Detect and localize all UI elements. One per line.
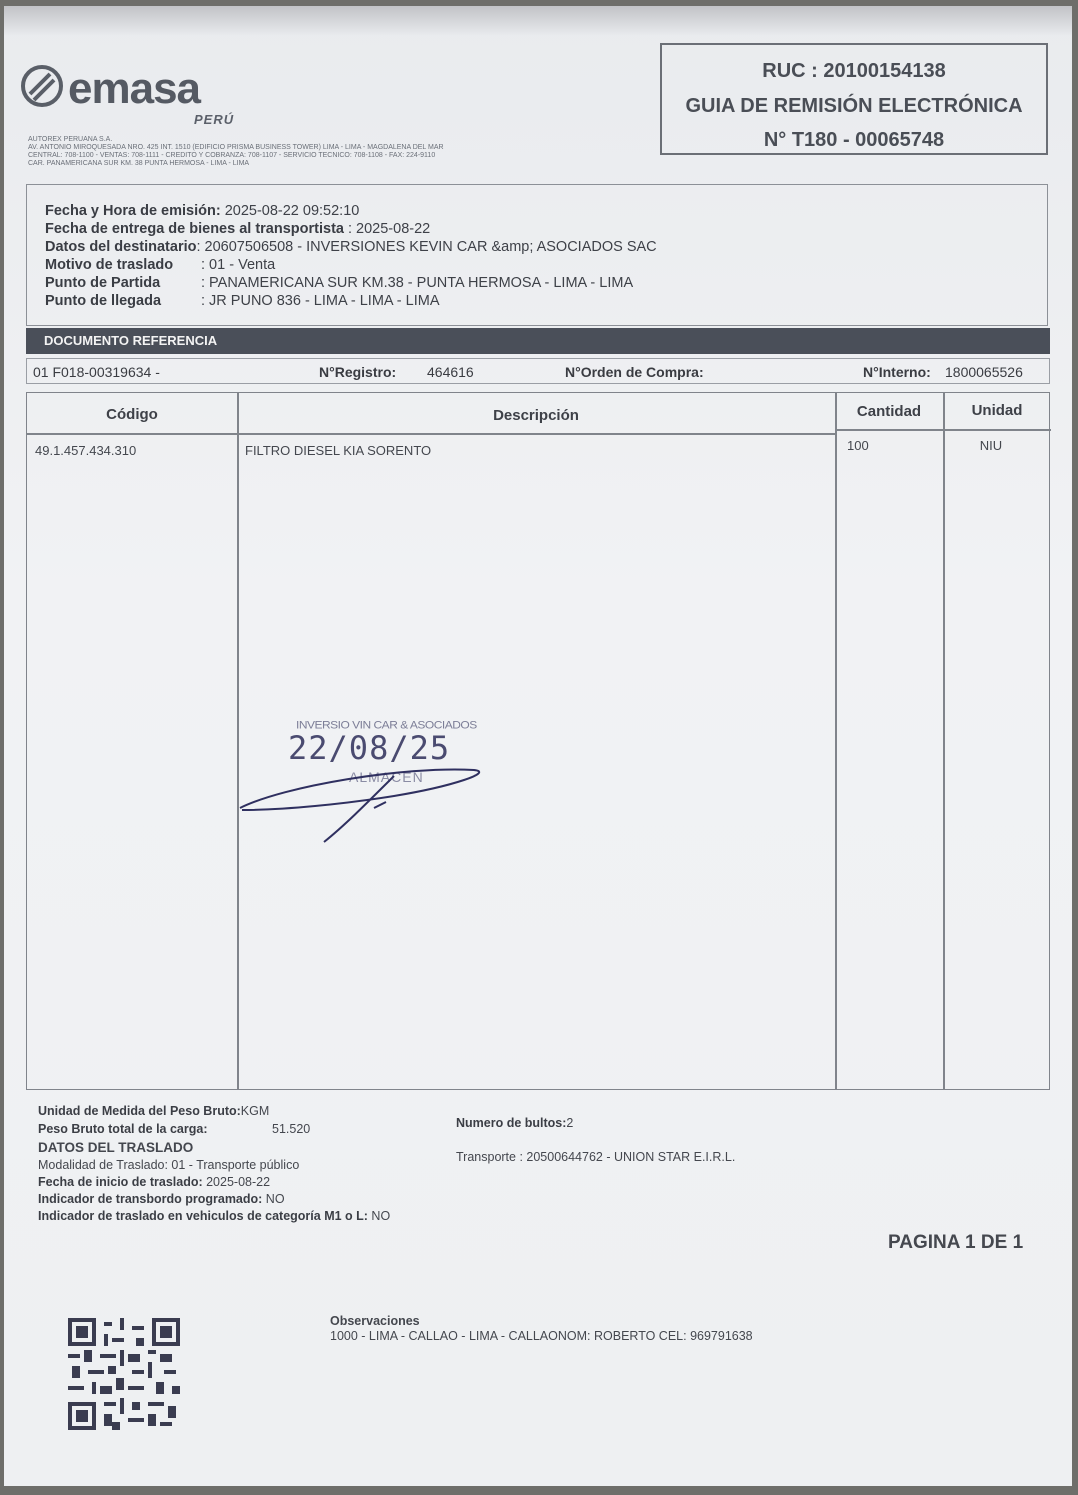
observaciones-text: 1000 - LIMA - CALLAO - LIMA - CALLAONOM: ROBERTO CEL: 969791638: [330, 1329, 753, 1343]
observaciones-title: Observaciones: [330, 1314, 420, 1328]
header-unidad: Unidad: [971, 402, 1023, 419]
stamp-date: 22/08/25: [288, 729, 451, 767]
destinatario-row: Datos del destinatario: 20607506508 - INVERSIONES KEVIN CAR &amp; ASOCIADOS SAC: [45, 239, 657, 255]
document-type: GUIA DE REMISIÓN ELECTRÓNICA: [685, 95, 1023, 117]
llegada-row: Punto de llegada : JR PUNO 836 - LIMA - LIMA - LIMA: [45, 293, 440, 309]
datos-traslado-title: DATOS DEL TRASLADO: [38, 1140, 194, 1155]
docref-row: [26, 358, 1050, 384]
entrega-row: Fecha de entrega de bienes al transportista : 2025-08-22: [45, 221, 431, 237]
row-codigo: 49.1.457.434.310: [35, 443, 137, 458]
document-number: N° T180 - 00065748: [763, 129, 945, 151]
transbordo-row: Indicador de transbordo programado: NO: [38, 1192, 285, 1206]
interno-label: N°Interno:: [863, 364, 931, 380]
header-divider: [237, 433, 835, 435]
header-divider: [835, 429, 1051, 431]
page-indicator: PAGINA 1 DE 1: [888, 1232, 1024, 1253]
stamp-company: INVERSIO VIN CAR & ASOCIADOS: [296, 718, 477, 732]
m1-row: Indicador de traslado en vehiculos de categoría M1 o L: NO: [38, 1209, 391, 1223]
orden-compra-label: N°Orden de Compra:: [565, 364, 704, 380]
transporte-row: Transporte : 20500644762 - UNION STAR E.I.R.L.: [456, 1150, 736, 1164]
emission-info-box: [26, 184, 1048, 326]
row-cantidad: 100: [847, 438, 869, 453]
header-cantidad: Cantidad: [856, 403, 922, 420]
emasa-logo-icon: [20, 64, 64, 108]
interno-value: 1800065526: [945, 364, 1023, 380]
header-codigo: Código: [106, 406, 158, 423]
docref-doc: 01 F018-00319634 -: [33, 364, 160, 380]
registro-value: 464616: [427, 364, 474, 380]
emision-row: Fecha y Hora de emisión: 2025-08-22 09:52:10: [45, 203, 360, 219]
brand-sub: PERÚ: [194, 112, 235, 127]
ruc-box: [660, 43, 1048, 155]
unidad-peso-row: Unidad de Medida del Peso Bruto:KGM: [38, 1104, 270, 1118]
company-line: CAR. PANAMERICANA SUR KM. 38 PUNTA HERMOSA - LIMA - LIMA: [28, 160, 250, 167]
row-unidad: NIU: [979, 438, 1003, 453]
signature-icon: [224, 746, 504, 856]
modalidad-row: Modalidad de Traslado: 01 - Transporte público: [38, 1158, 300, 1172]
header-descripcion: Descripción: [493, 407, 579, 424]
page-shadow: [4, 6, 1072, 36]
registro-label: N°Registro:: [319, 364, 397, 380]
partida-row: Punto de Partida : PANAMERICANA SUR KM.38 - PUNTA HERMOSA - LIMA - LIMA: [45, 275, 634, 291]
company-line: AUTOREX PERUANA S.A.: [28, 136, 113, 143]
column-divider: [835, 393, 837, 1089]
qr-code-icon: [68, 1318, 180, 1430]
company-address: [28, 136, 444, 168]
company-line: CENTRAL: 708-1100 - VENTAS: 708-1111 - CREDITO Y COBRANZA: 708-1107 - SERVICIO TECNICO: 708-1108 - FAX: 224-9110: [28, 152, 436, 159]
docref-title: DOCUMENTO REFERENCIA: [26, 328, 1050, 354]
brand-name: emasa: [68, 64, 201, 113]
column-divider: [237, 393, 239, 1089]
column-divider: [943, 393, 945, 1089]
ruc-number: RUC : 20100154138: [762, 60, 946, 82]
stamp-almacen: ALMACEN: [349, 769, 424, 785]
bultos-row: Numero de bultos:2: [456, 1116, 574, 1130]
header-divider: [27, 433, 237, 435]
company-line: AV. ANTONIO MIROQUESADA NRO. 425 INT. 1510 (EDIFICIO PRISMA BUSINESS TOWER) LIMA - LIMA - MAGDALENA DEL MAR: [28, 144, 444, 151]
row-descripcion: FILTRO DIESEL KIA SORENTO: [245, 443, 432, 458]
inicio-traslado-row: Fecha de inicio de traslado: 2025-08-22: [38, 1175, 271, 1189]
document-page: [4, 6, 1072, 1486]
peso-bruto-row: Peso Bruto total de la carga: 51.520: [38, 1122, 311, 1136]
motivo-row: Motivo de traslado : 01 - Venta: [45, 257, 276, 273]
items-table: [26, 392, 1050, 1090]
